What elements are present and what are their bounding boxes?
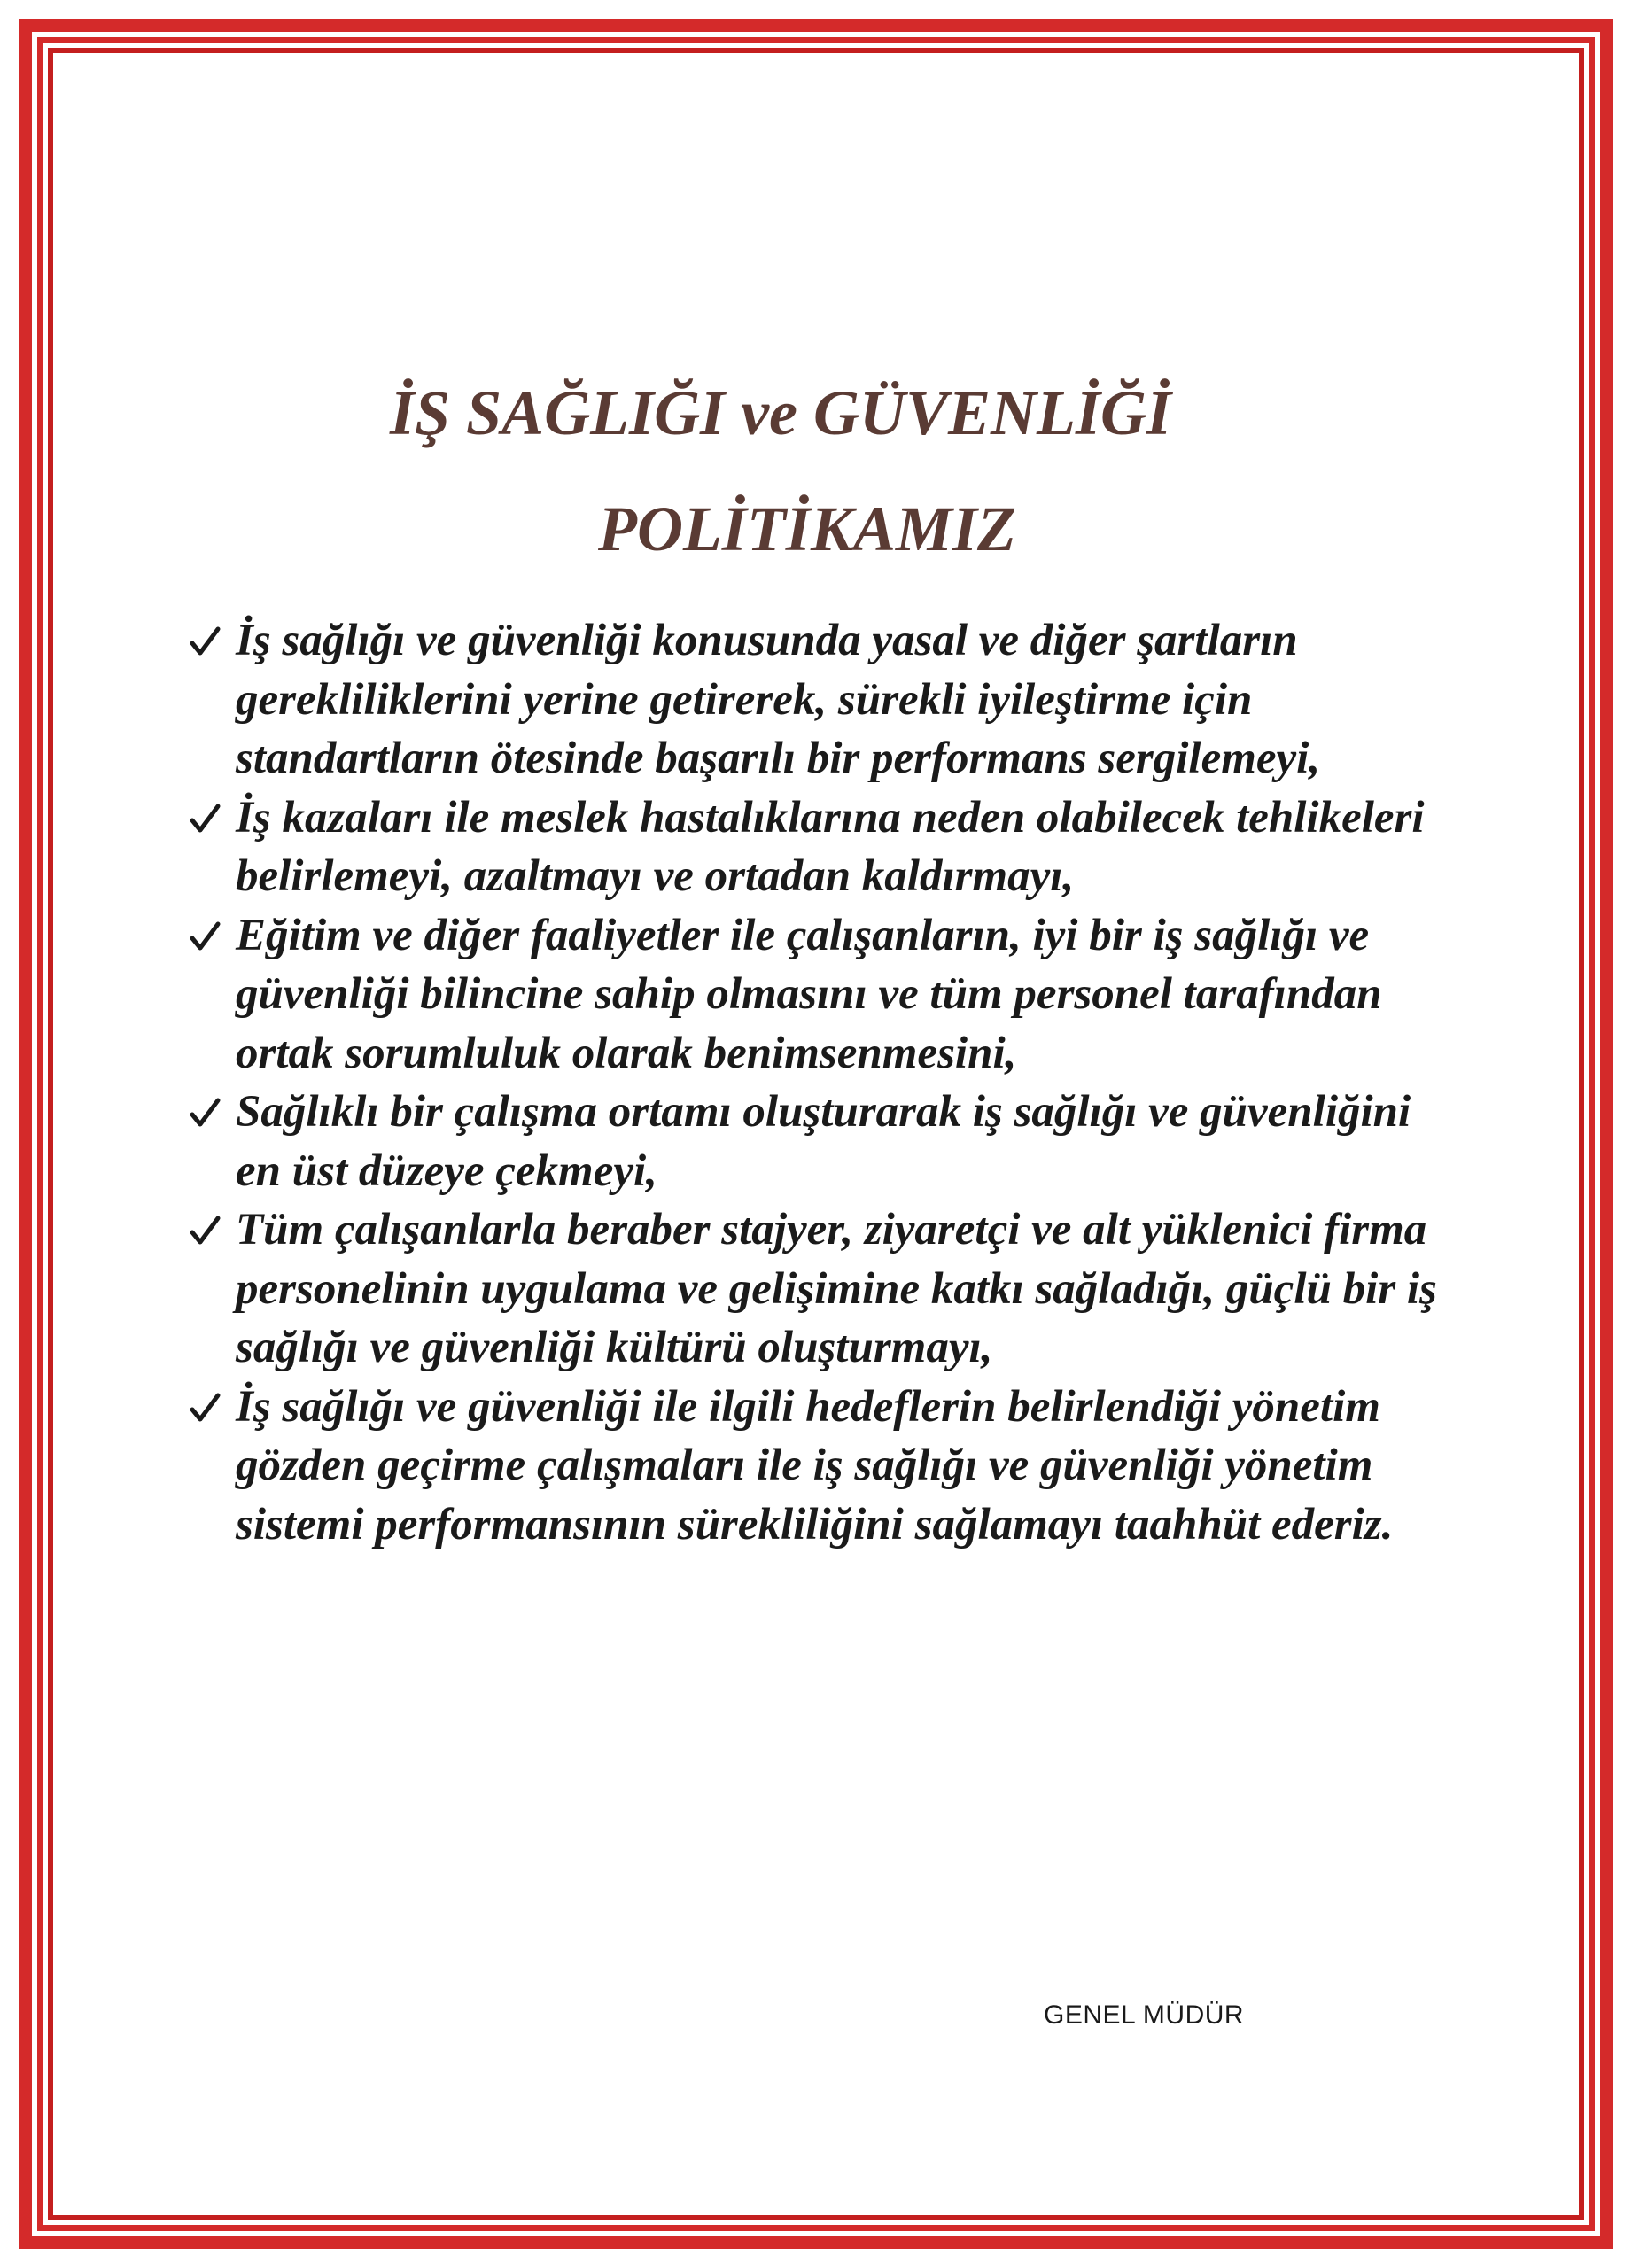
list-item xyxy=(188,788,1464,906)
list-item-text: Eğitim ve diğer faaliyetler ile çalışanların, iyi bir iş sağlığı ve güvenliği bilincine sahip olmasını ve tüm personel tarafından ortak sorumluluk olarak benimsenmesini, xyxy=(236,910,1382,1078)
check-icon xyxy=(188,1083,223,1141)
list-item-text: İş sağlığı ve güvenliği konusunda yasal ve diğer şartların gerekliliklerini yerine getirerek, sürekli iyileştirme için standartların ötesinde başarılı bir performans sergilemeyi, xyxy=(236,616,1321,783)
document-title: İŞ SAĞLIĞI ve GÜVENLİĞİ xyxy=(389,377,1172,448)
list-item xyxy=(188,1378,1464,1555)
list-item xyxy=(188,1200,1464,1378)
check-icon xyxy=(188,906,223,965)
list-item-text: Tüm çalışanlarla beraber stajyer, ziyaretçi ve alt yüklenici firma personelinin uygulama ve gelişimine katkı sağladığı, güçlü bir iş sağlığı ve güvenliği kültürü oluşturmayı, xyxy=(236,1205,1437,1372)
document-subtitle: POLİTİKAMIZ xyxy=(597,493,1017,564)
check-icon xyxy=(188,788,223,847)
list-item-text: İş sağlığı ve güvenliği ile ilgili hedeflerin belirlendiği yönetim gözden geçirme çalışmaları ile iş sağlığı ve güvenliği yönetim sistemi performansının sürekliliğini sağlamayı taahhüt ederiz. xyxy=(236,1381,1394,1550)
signature-label: GENEL MÜDÜR xyxy=(1044,2000,1245,2030)
check-icon xyxy=(188,1378,223,1436)
policy-list xyxy=(188,611,1464,1554)
list-item xyxy=(188,906,1464,1084)
list-item xyxy=(188,1083,1464,1200)
list-item xyxy=(188,611,1464,788)
list-item-text: İş kazaları ile meslek hastalıklarına neden olabilecek tehlikeleri belirlemeyi, azaltmayı ve ortadan kaldırmayı, xyxy=(236,792,1425,901)
check-icon xyxy=(188,611,223,670)
check-icon xyxy=(188,1200,223,1259)
list-item-text: Sağlıklı bir çalışma ortamı oluşturarak iş sağlığı ve güvenliğini en üst düzeye çekmeyi, xyxy=(236,1087,1411,1196)
